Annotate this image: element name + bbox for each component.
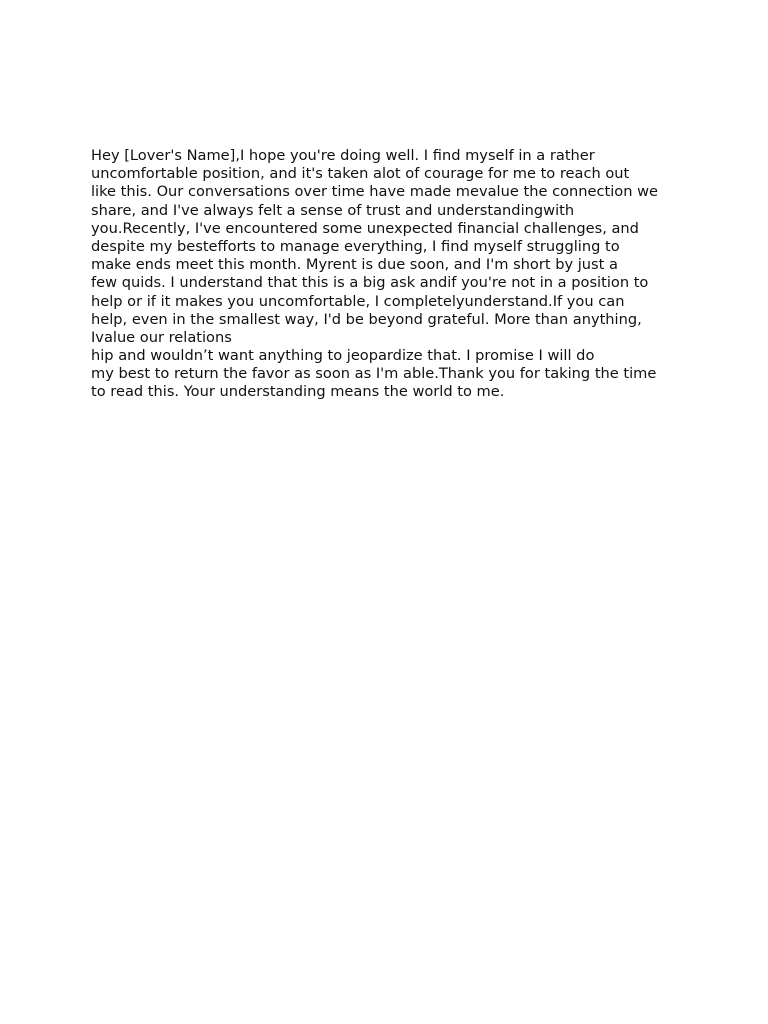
letter-body — [91, 147, 691, 402]
letter-line: help, even in the smallest way, I'd be beyond grateful. More than anything, — [91, 310, 642, 328]
letter-line: hip and wouldn’t want anything to jeopardize that. I promise I will do — [91, 347, 595, 365]
letter-line: Ivalue our relations — [91, 328, 232, 346]
letter-line: share, and I've always felt a sense of trust and understandingwith — [91, 201, 575, 219]
letter-line: help or if it makes you uncomfortable, I completelyunderstand.If you can — [91, 292, 625, 310]
letter-line: to read this. Your understanding means the world to me. — [91, 383, 505, 401]
letter-line: Hey [Lover's Name],I hope you're doing well. I find myself in a rather — [91, 147, 595, 164]
letter-line: despite my bestefforts to manage everything, I find myself struggling to — [91, 237, 620, 255]
letter-line: you.Recently, I've encountered some unexpected financial challenges, and — [91, 219, 639, 237]
letter-line: my best to return the favor as soon as I'm able.Thank you for taking the time — [91, 365, 657, 383]
letter-line: few quids. I understand that this is a big ask andif you're not in a position to — [91, 274, 649, 292]
letter-line: make ends meet this month. Myrent is due soon, and I'm short by just a — [91, 256, 618, 274]
letter-line: like this. Our conversations over time have made mevalue the connection we — [91, 183, 659, 201]
letter-line: uncomfortable position, and it's taken alot of courage for me to reach out — [91, 165, 630, 183]
